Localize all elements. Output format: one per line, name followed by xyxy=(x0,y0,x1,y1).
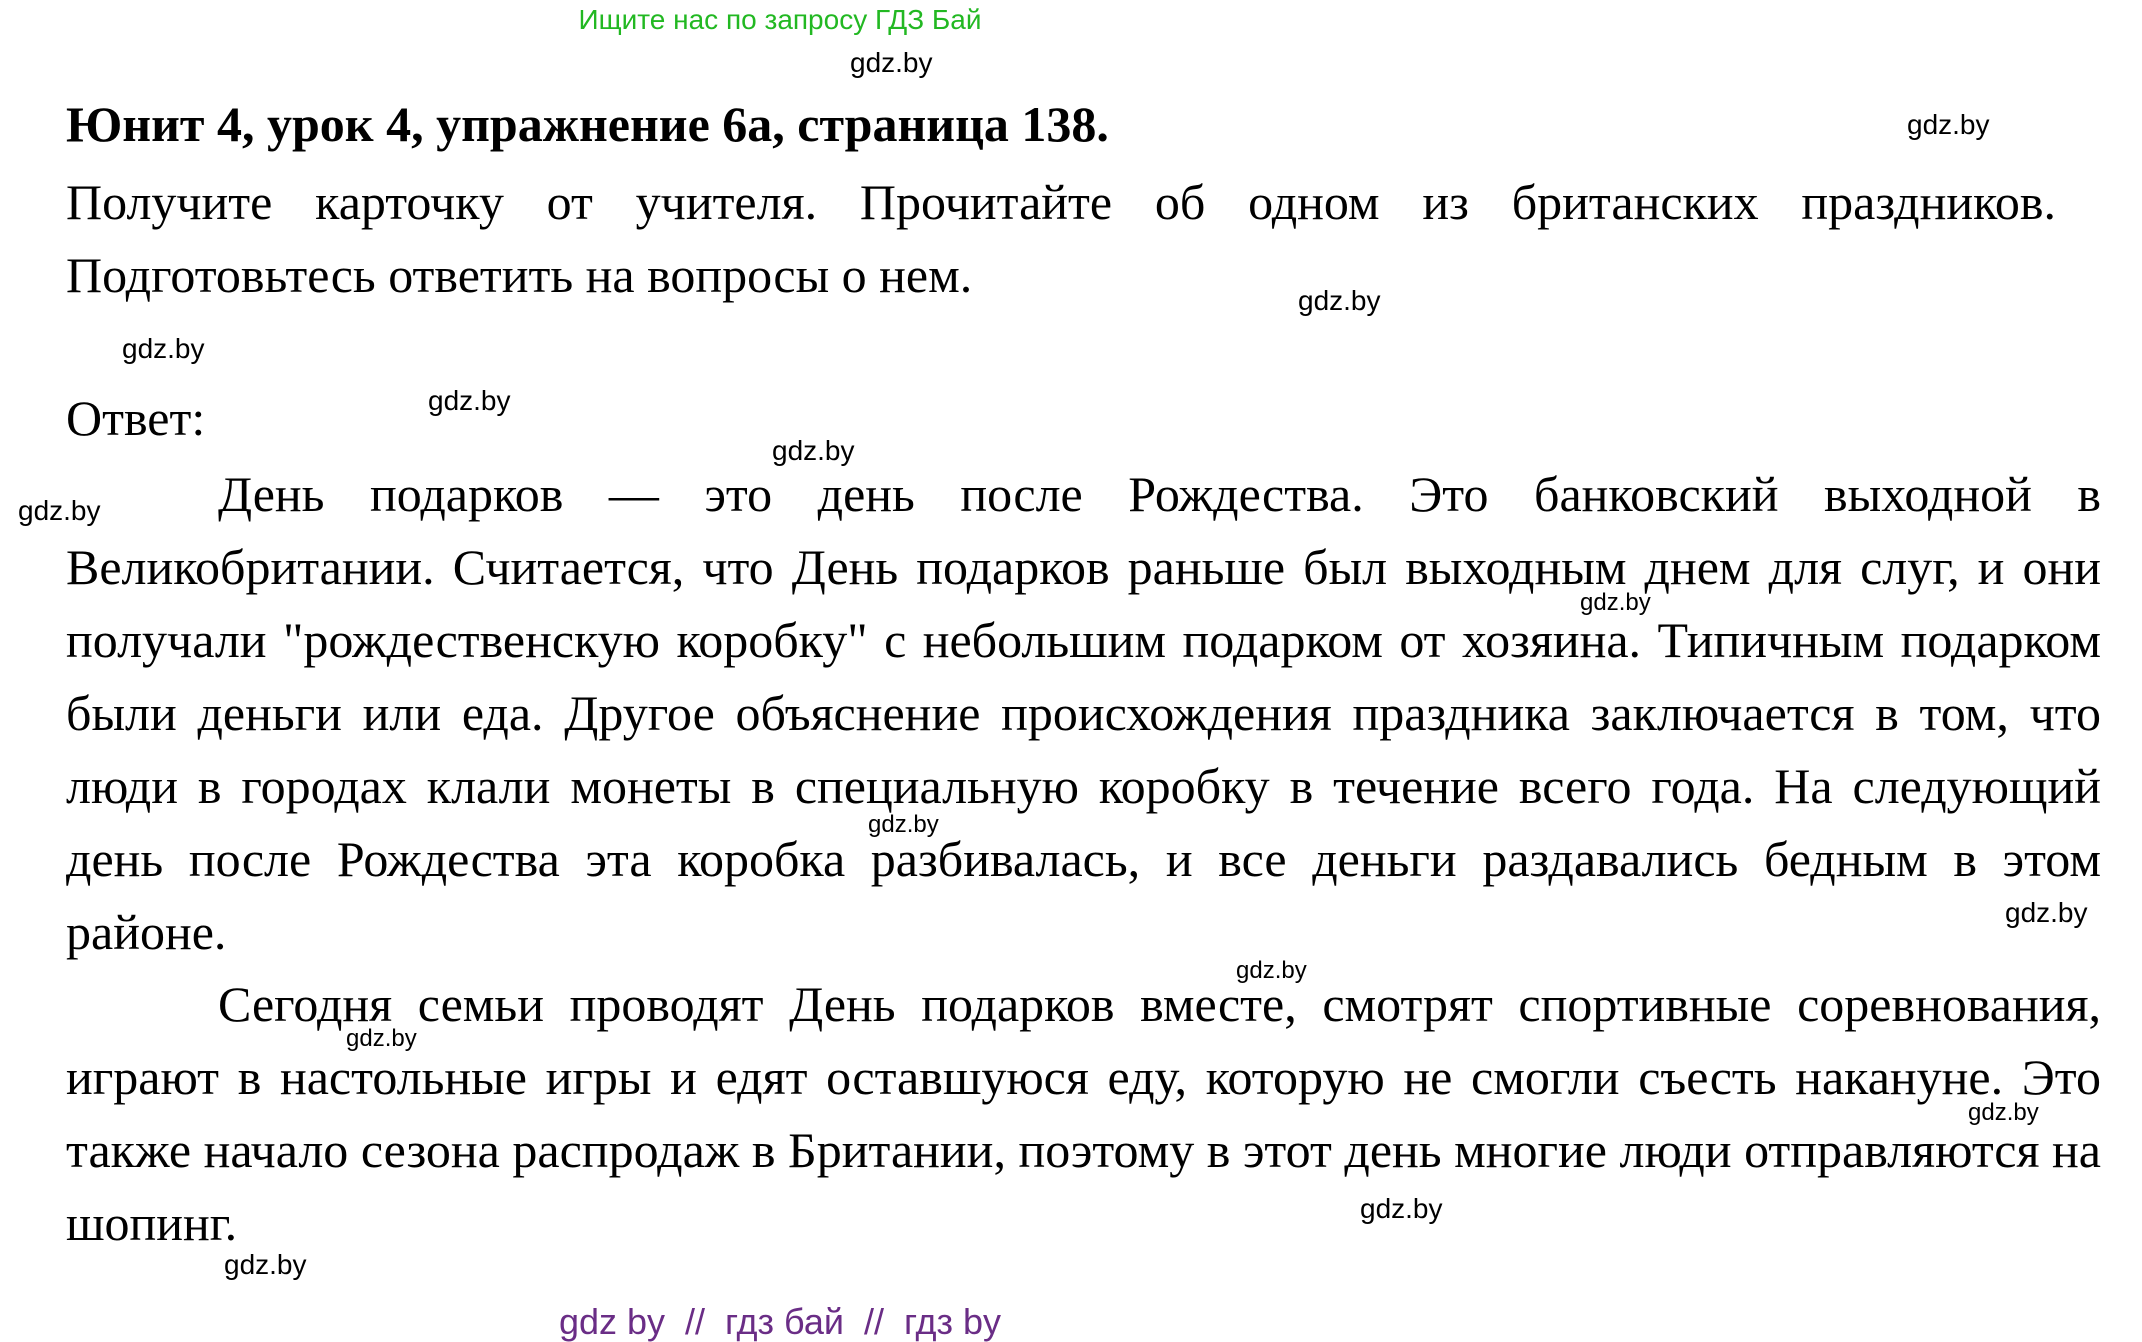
watermark: gdz.by xyxy=(1236,957,1307,984)
footer-links: gdz by // гдз бай // гдз by xyxy=(558,1301,1002,1342)
watermark: gdz.by xyxy=(1907,109,1990,140)
watermark: gdz.by xyxy=(428,385,511,416)
watermark: gdz.by xyxy=(868,811,939,838)
watermark: gdz.by xyxy=(1968,1099,2039,1126)
watermark: gdz.by xyxy=(18,495,101,526)
answer-paragraph-1: День подарков — это день после Рождества. Это банковский выходной в Великобритании. Считается, что День подарков раньше был выходным днем для слуг, и они получали "рождественскую коробку" с небольшим подарком от хозяина. Типичным подарком были деньги или еда. Другое объяснение происхождения праздника заключается в том, что люди в городах клали монеты в специальную коробку в течение всего года. На следующий день после Рождества эта коробка разбивалась, и все деньги раздавались бедным в этом районе. xyxy=(66,466,2101,960)
task-text: Получите карточку от учителя. Прочитайте об одном из британских праздников. Подготовьтесь ответить на вопросы о нем. xyxy=(66,174,2056,303)
watermark: gdz.by xyxy=(772,435,855,466)
page-title: Юнит 4, урок 4, упражнение 6а, страница 138. xyxy=(66,96,1109,152)
answer-paragraph-2: Сегодня семьи проводят День подарков вместе, смотрят спортивные соревнования, играют в настольные игры и едят оставшуюся еду, которую не смогли съесть накануне. Это также начало сезона распродаж в Британии, поэтому в этот день многие люди отправляются на шопинг. xyxy=(66,976,2101,1251)
watermark: gdz.by xyxy=(1580,589,1651,616)
watermark: gdz.by xyxy=(346,1025,417,1052)
top-banner: Ищите нас по запросу ГДЗ Бай xyxy=(578,4,982,35)
watermark: gdz.by xyxy=(122,333,205,364)
watermark: gdz.by xyxy=(2005,897,2088,928)
watermark: gdz.by xyxy=(1360,1193,1443,1224)
answer-label: Ответ: xyxy=(66,390,206,446)
watermark: gdz.by xyxy=(850,47,933,78)
watermark: gdz.by xyxy=(1298,285,1381,316)
watermark: gdz.by xyxy=(224,1249,307,1280)
